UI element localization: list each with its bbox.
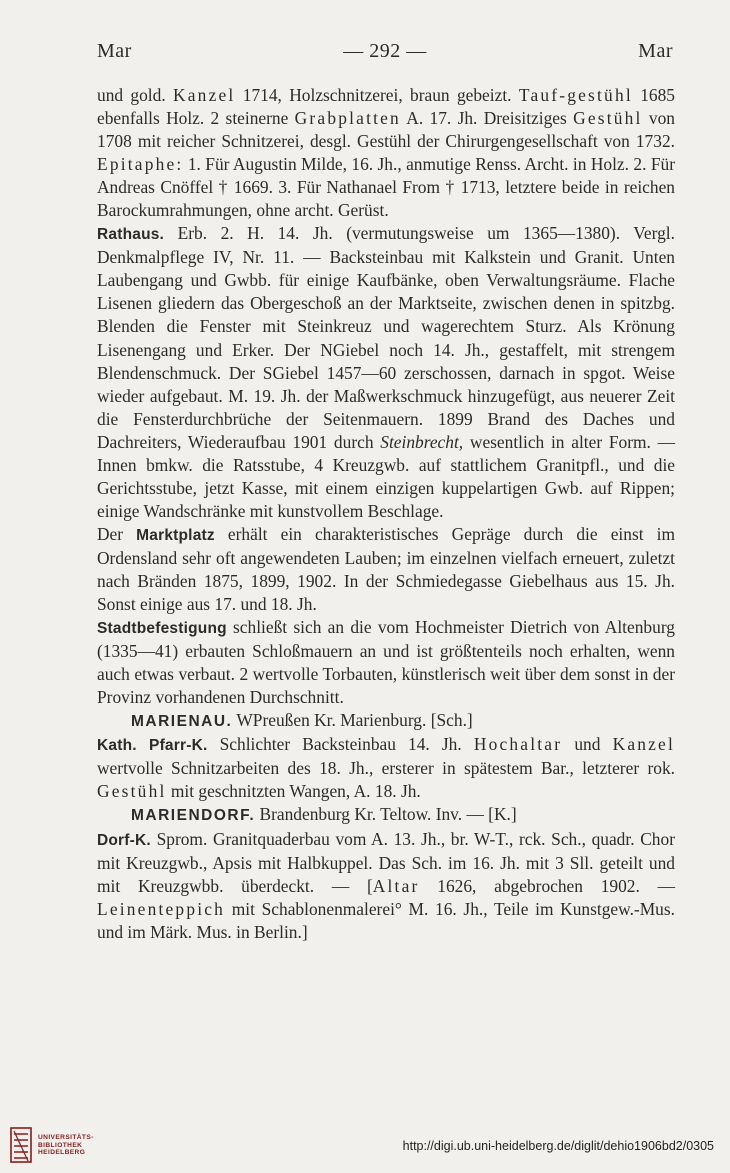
text-run: mit geschnitzten Wangen, A. 18. Jh.	[166, 781, 421, 802]
entry-keyword: Dorf-K.	[97, 831, 151, 849]
body-text	[97, 84, 675, 944]
text-run: wesentlich in alter Form. — Innen bmkw. die Ratsstube, 4 Kreuzgwb. auf stattlichem Granitpfl., und die Gerichtsstube, jetzt Kasse, mit einem einzigen kuppelartigen Gwb. auf Rippen; einige Wandschränke mit kunstvollem Beschlage.	[97, 431, 675, 521]
library-logo-icon	[10, 1126, 32, 1164]
text-run: 1. Für Augustin Milde, 16. Jh., anmutige Renss. Archt. in Holz. 2. Für Andreas Cnöffel † 1669. 3. Für Nathanael From † 1713, letztere beide in reichen Barockumrahmungen, ohne archt. Gerüst.	[97, 154, 675, 221]
library-name-line: BIBLIOTHEK	[38, 1141, 83, 1149]
library-name-line: HEIDELBERG	[38, 1149, 86, 1157]
entry-keyword: Rathaus.	[97, 226, 165, 244]
spaced-term: Kanzel	[612, 734, 676, 755]
text-run: Sprom. Granitquaderbau vom A. 13. Jh., br. W-T., rck. Sch., quadr. Chor mit Kreuzgwb., Apsis mit Halbkuppel. Das Sch. im 16. Jh. mit 3 Sll. geteilt und mit Kreuzgwbb. überdeckt. — [	[97, 828, 675, 896]
text-run: WPreußen Kr. Marienburg. [Sch.]	[232, 710, 473, 731]
digitization-footer	[0, 1118, 730, 1173]
place-name: MARIENAU.	[131, 713, 233, 731]
text-run: wertvolle Schnitzarbeiten des 18. Jh., ersterer in spätestem Bar., letzterer rok.	[97, 758, 675, 779]
paragraph-rathaus	[97, 222, 675, 523]
paragraph-stadtbefestigung	[97, 616, 675, 709]
entry-keyword: Stadtbefestigung	[97, 620, 227, 638]
spaced-term: Grabplatten	[294, 108, 401, 129]
running-head-right: Mar	[638, 40, 673, 62]
entry-keyword: Marktplatz	[136, 526, 215, 544]
library-name-line: UNIVERSITÄTS-	[38, 1134, 94, 1141]
running-head-left: Mar	[97, 40, 132, 62]
text-run: 1714, Holzschnitzerei, braun gebeizt.	[235, 85, 519, 105]
page-number: — 292 —	[343, 40, 427, 62]
text-run: schließt sich an die vom Hochmeister Dietrich von Altenburg (1335—41) erbauten Schloßmauern an und ist größtenteils noch erhalten, wenn auch etwas verbaut. 2 wertvolle Torbauten, künstlerisch weit über dem sonst in der Provinz vorhandenen Durchschnitt.	[97, 617, 675, 708]
library-name	[38, 1134, 94, 1157]
text-run: von 1708 mit reicher Schnitzerei, desgl. Gestühl der Chirurgengesellschaft von 1732.	[97, 108, 675, 152]
paragraph-dorfkirche	[97, 828, 675, 944]
text-run: 1685 ebenfalls Holz. 2 steinerne	[97, 85, 675, 129]
spaced-term: Altar	[372, 875, 420, 896]
spaced-term: Gestühl	[573, 108, 643, 129]
text-run: 1626, abgebrochen 1902. —	[419, 875, 675, 896]
paragraph-marktplatz	[97, 523, 675, 616]
text-run: und	[562, 734, 613, 755]
entry-heading-marienau	[97, 709, 675, 733]
text-run: Der	[97, 523, 137, 544]
spaced-term: Epitaphe:	[97, 154, 184, 175]
source-url-link[interactable]: http://digi.ub.uni-heidelberg.de/diglit/dehio1906bd2/0305	[402, 1139, 714, 1153]
spaced-term: Kanzel	[173, 85, 236, 105]
text-run: und gold.	[97, 85, 173, 105]
text-run: Schlichter Backsteinbau 14. Jh.	[207, 734, 474, 755]
text-run: erhält ein charakteristisches Gepräge durch die einst im Ordensland sehr oft angewendeten Lauben; im einzelnen vielfach erneuert, zuletzt nach Bränden 1875, 1899, 1902. In der Schmiedegasse Giebelhaus aus 15. Jh. Sonst einige aus 17. und 18. Jh.	[97, 523, 675, 615]
text-run: mit Schablonenmalerei° M. 16. Jh., Teile im Kunstgew.-Mus. und im Märk. Mus. in Berlin.]	[97, 898, 675, 942]
entry-keyword: Kath. Pfarr-K.	[97, 737, 208, 755]
paragraph-church-furnishings	[97, 84, 675, 222]
text-run: A. 17. Jh. Dreisitziges	[400, 108, 574, 129]
entry-heading-mariendorf	[97, 803, 675, 827]
spaced-term: Hochaltar	[473, 734, 563, 755]
text-run: Brandenburg Kr. Teltow. Inv. — [K.]	[255, 804, 517, 825]
paragraph-pfarrkirche	[97, 733, 675, 803]
running-head	[97, 40, 673, 66]
text-run: Erb. 2. H. 14. Jh. (vermutungsweise um 1365—1380). Vergl. Denkmalpflege IV, Nr. 11. — Backsteinbau mit Kalkstein und Granit. Unten Laubengang und Gwbb. für einige Kaufbänke, oben Verwaltungsräume. Flache Lisenen gliedern das Obergeschoß an der Marktseite, zwischen denen in spitzbg. Blenden die Fenster mit Steinkreuz und wagerechtem Sturz. Als Krönung Lisenengang und Erker. Der NGiebel noch 14. Jh., gestaffelt, mit strengem Blendenschmuck. Der SGiebel 1457—60 zerschossen, darnach in spgot. Weise wieder aufgebaut. M. 19. Jh. der Maßwerkschmuck hinzugefügt, aus neuerer Zeit die Fensterdurchbrüche der Seitenmauern. 1899 Brand des Daches und Dachreiters, Wiederaufbau 1901 durch	[97, 223, 675, 452]
place-name: MARIENDORF.	[131, 807, 256, 825]
spaced-term: Leinenteppich	[97, 898, 226, 919]
spaced-term: Tauf-gestühl	[518, 85, 633, 105]
spaced-term: Gestühl	[97, 781, 167, 802]
italic-name: Steinbrecht,	[380, 431, 464, 452]
